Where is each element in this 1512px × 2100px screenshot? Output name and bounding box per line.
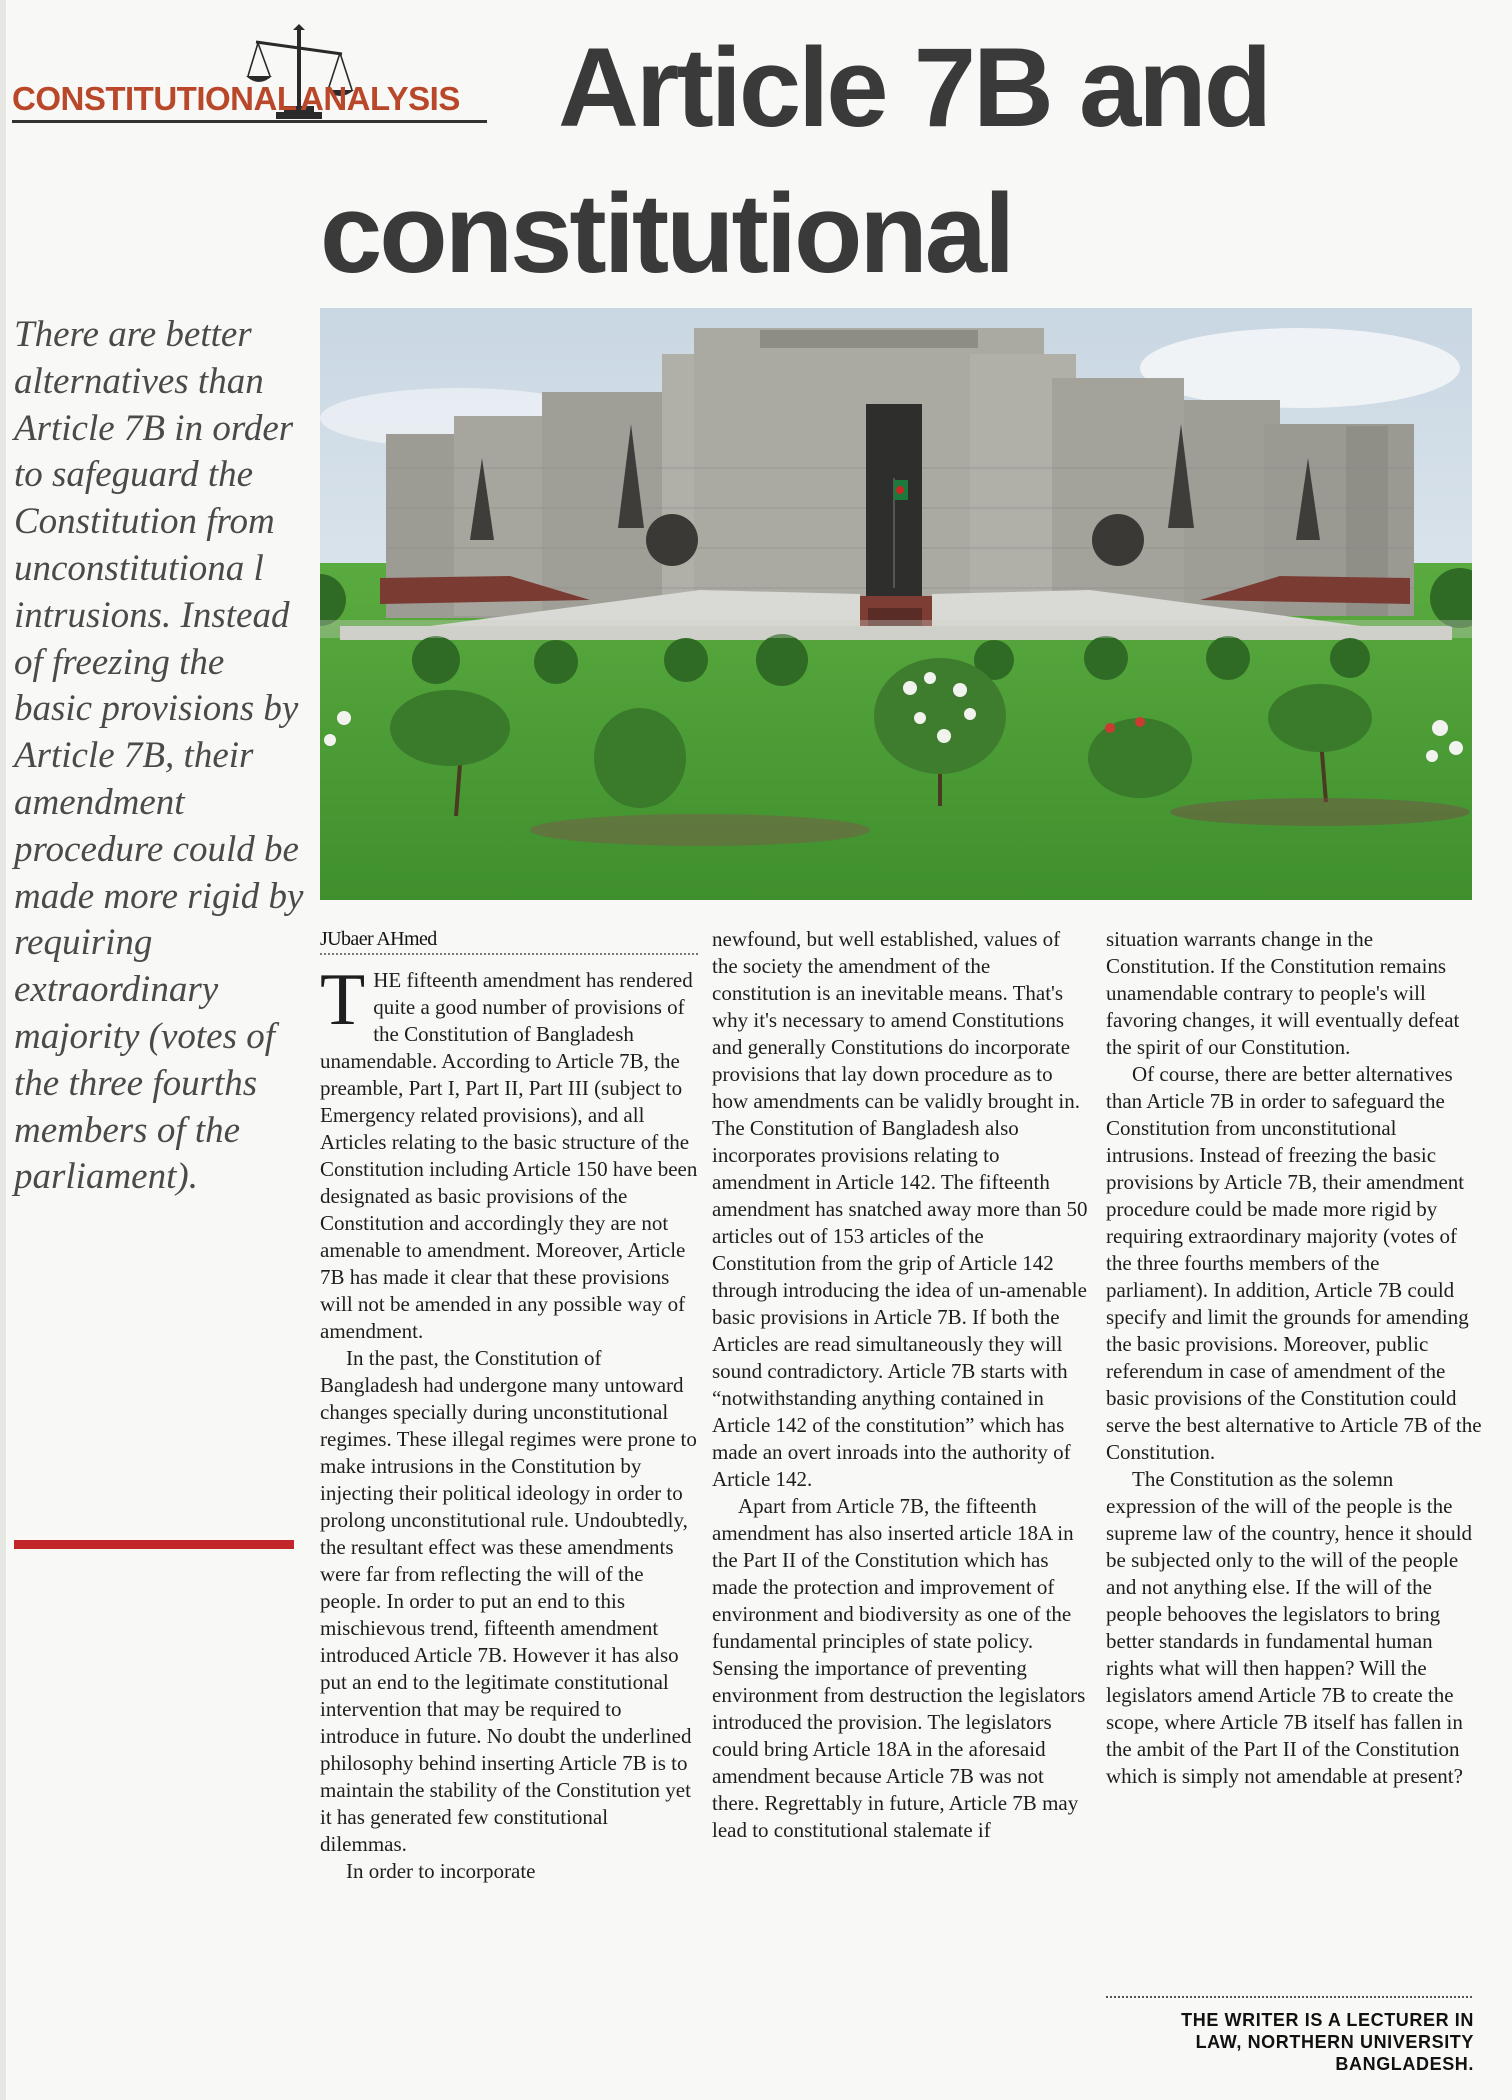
bio-line: BANGLADESH. xyxy=(1335,2054,1474,2074)
bio-rule xyxy=(1106,1996,1472,1998)
pull-quote-rule xyxy=(14,1540,294,1549)
headline-line-1: Article 7B and xyxy=(558,25,1270,150)
article-column-1 xyxy=(320,926,698,1885)
paragraph: HE fifteenth amendment has rendered quite a good number of provisions of the Constitution of Bangladesh unamendable. According to Article 7B, the preamble, Part I, Part II, Part III (subject to Emergency related provisions), and all Articles relating to the basic structure of the Constitution including Article 150 have been designated as basic provisions of the Constitution and accordingly they are not amenable to amendment. Moreover, Article 7B has made it clear that these provisions will not be amended in any possible way of amendment. xyxy=(320,968,698,1343)
writer-bio xyxy=(1106,2009,1474,2075)
paragraph: In order to incorporate xyxy=(346,1859,536,1883)
paragraph: Apart from Article 7B, the fifteenth amendment has also inserted article 18A in the Part II of the Constitution which has made the protection and improvement of environment and biodiversity as one of the fundamental principles of state policy. Sensing the importance of preventing environment from destruction the legislators introduced the provision. The legislators could bring Article 18A in the aforesaid amendment because Article 7B was not there. Regrettably in future, Article 7B may lead to constitutional stalemate if xyxy=(712,1494,1086,1842)
article-column-3 xyxy=(1106,926,1484,1790)
page-edge xyxy=(0,0,6,2100)
pull-quote: There are better alternatives than Article 7B in order to safeguard the Constitution from unconstitutiona l intrusions. Instead of freezing the basic provisions by Article 7B, their amendment procedure could be made more rigid by requiring extraordinary majority (votes of the three fourths members of the parliament). xyxy=(14,314,304,1198)
kicker-analysis: ANALYSIS xyxy=(300,80,460,117)
paragraph: situation warrants change in the Constitution. If the Constitution remains unamendable contrary to people's will favoring changes, it will eventually defeat the spirit of our Constitution. xyxy=(1106,927,1460,1059)
headline-line-2: constitutional xyxy=(320,171,1013,296)
byline: JUbaer AHmed xyxy=(320,926,698,955)
bio-line: THE WRITER IS A LECTURER IN xyxy=(1181,2010,1474,2030)
paragraph: The Constitution as the solemn expression of the will of the people is the supreme law of the country, hence it should be subjected only to the will of the people and not anything else. If the will of the people behooves the legislators to bring better standards in fundamental human rights what will then happen? Will the legislators amend Article 7B to create the scope, where Article 7B itself has fallen in the ambit of the Part II of the Constitution which is simply not amendable at present? xyxy=(1106,1467,1473,1788)
drop-cap: T xyxy=(320,959,366,1041)
article-column-2 xyxy=(712,926,1090,1844)
parliament-house-photo xyxy=(320,308,1472,900)
paragraph: In the past, the Constitution of Bangladesh had undergone many untoward changes specially during unconstitutional regimes. These illegal regimes were prone to make intrusions in the Constitution by injecting their political ideology in order to prolong unconstitutional rule. Undoubtedly, the resultant effect was these amendments were far from reflecting the will of the people. In order to put an end to this mischievous trend, fifteenth amendment introduced Article 7B. However it has also put an end to the legitimate constitutional intervention that may be required to introduce in future. No doubt the underlined philosophy behind inserting Article 7B is to maintain the stability of the Constitution yet it has generated few constitutional dilemmas. xyxy=(320,1346,697,1856)
bio-line: LAW, NORTHERN UNIVERSITY xyxy=(1195,2032,1474,2052)
kicker-constitutional: CONSTITUTIONAL xyxy=(12,80,297,117)
paragraph: newfound, but well established, values of the society the amendment of the constitution is an inevitable means. That's why it's necessary to amend Constitutions and generally Constitutions do incorporate provisions that lay down procedure as to how amendments can be validly brought in. The Constitution of Bangladesh also incorporates provisions relating to amendment in Article 142. The fifteenth amendment has snatched away more than 50 articles out of 153 articles of the Constitution from the grip of Article 142 through introducing the idea of un-amenable basic provisions in Article 7B. If both the Articles are read simultaneously they will sound contradictory. Article 7B starts with “notwithstanding anything contained in Article 142 of the constitution” which has made an overt inroads into the authority of Article 142. xyxy=(712,927,1088,1491)
paragraph: Of course, there are better alternatives than Article 7B in order to safeguard the Constitution from unconstitutional intrusions. Instead of freezing the basic provisions by Article 7B, their amendment procedure could be made more rigid by requiring extraordinary majority (votes of the three fourths members of the parliament). In addition, Article 7B could specify and limit the grounds for amending the basic provisions. Moreover, public referendum in case of amendment of the basic provisions of the Constitution could serve the best alternative to Article 7B of the Constitution. xyxy=(1106,1062,1482,1464)
